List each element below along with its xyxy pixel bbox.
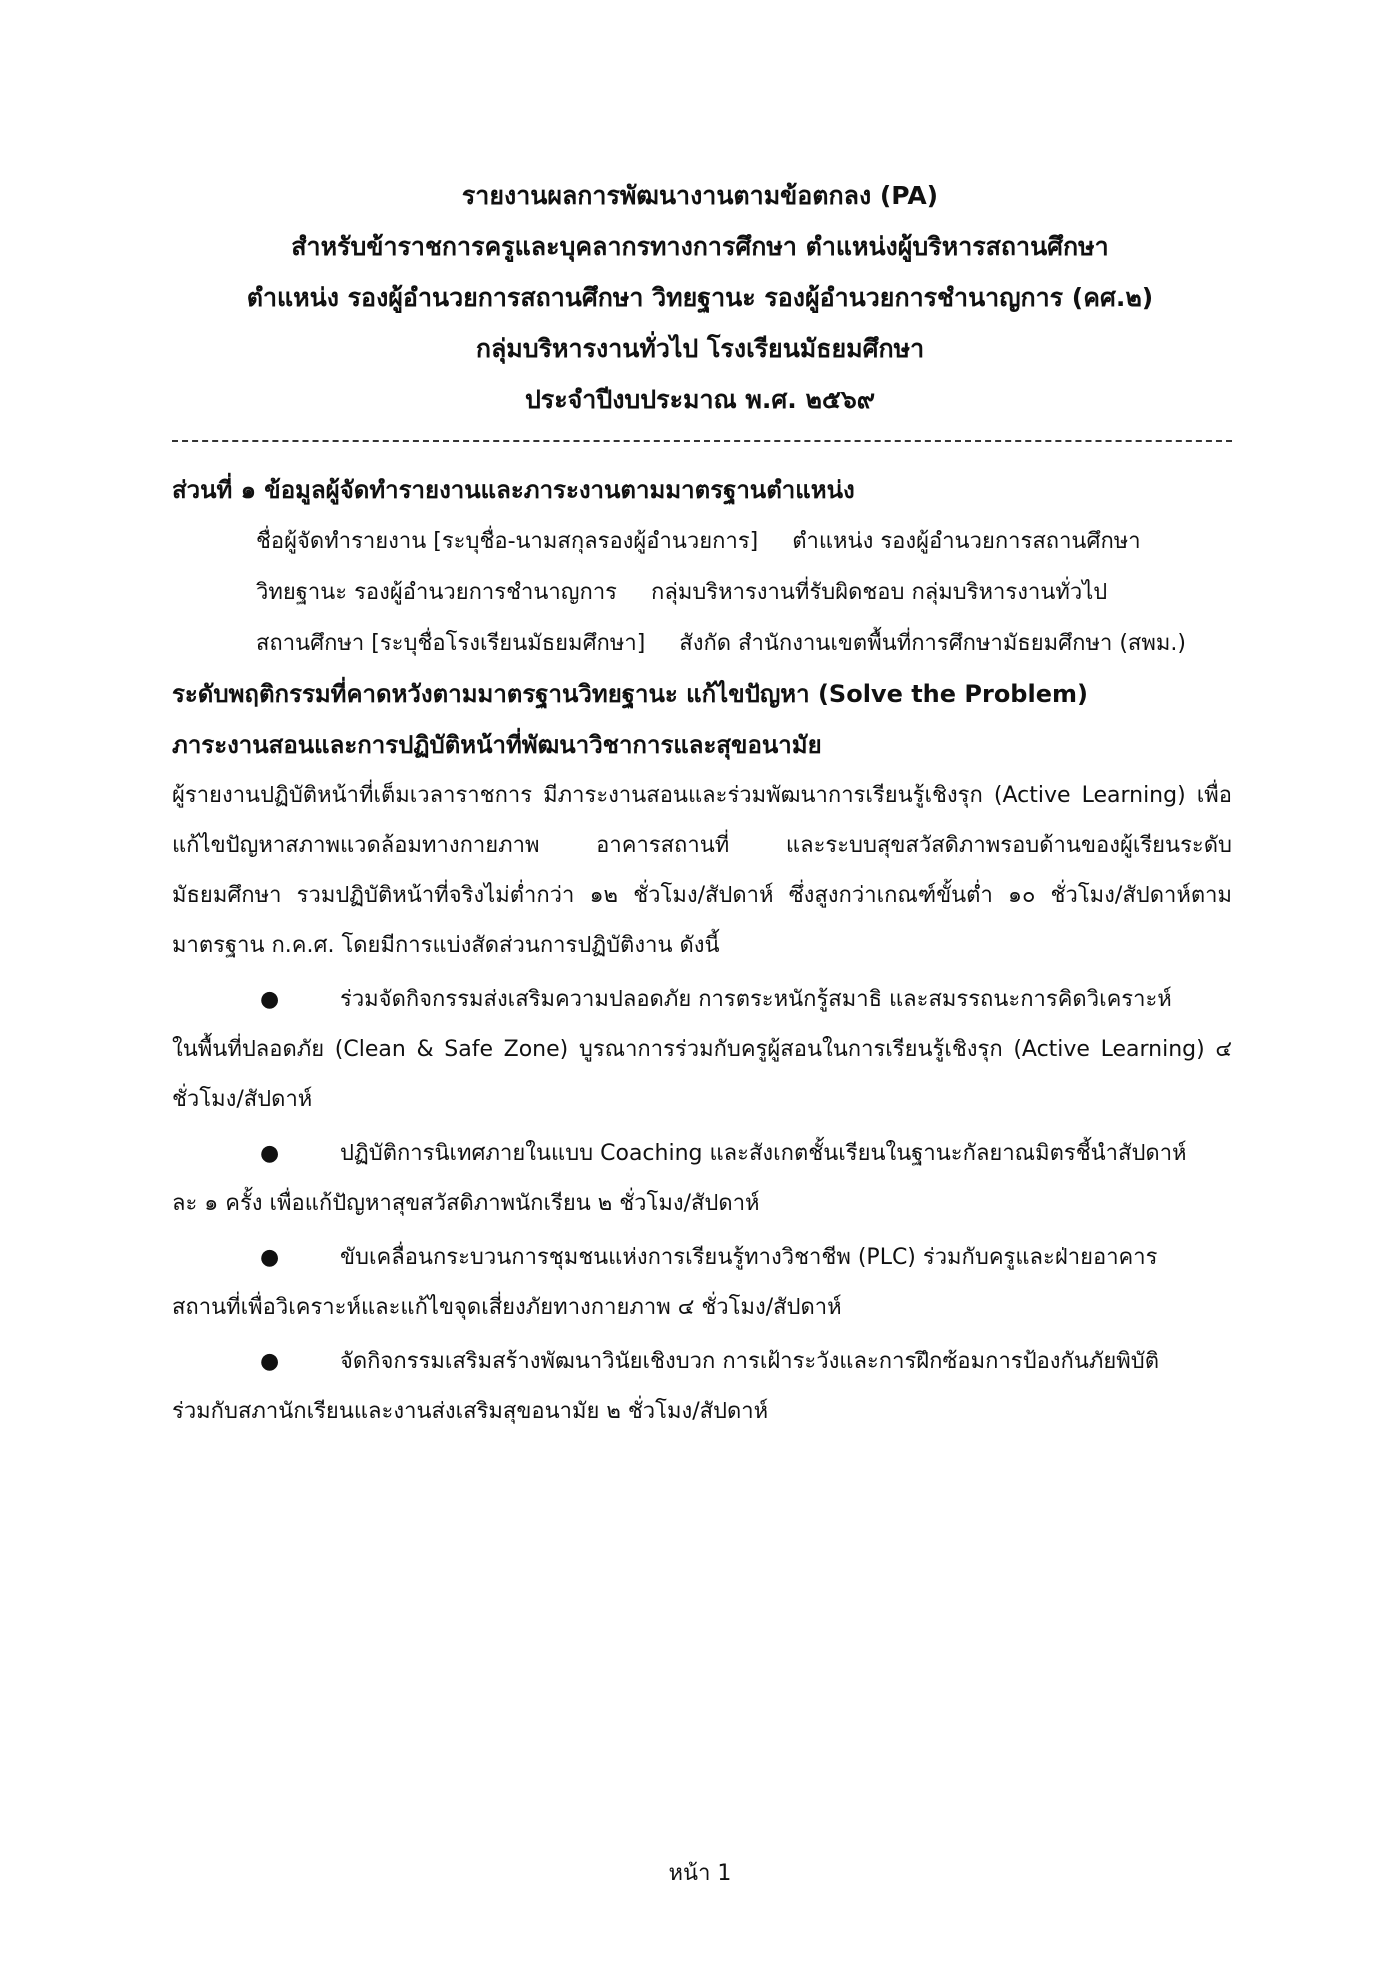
bullet-text-first: ร่วมจัดกิจกรรมส่งเสริมความปลอดภัย การตระหนักรู้สมาธิ และสมรรถนะการคิดวิเคราะห์ — [340, 987, 1172, 1012]
page-number: หน้า 1 — [668, 1861, 732, 1886]
workload-heading: ภาระงานสอนและการปฏิบัติหน้าที่พัฒนาวิชาการและสุขอนามัย — [172, 731, 822, 759]
bullet-item — [172, 975, 1232, 1125]
reporter-department: กลุ่มบริหารงานที่รับผิดชอบ กลุ่มบริหารงานทั่วไป — [651, 580, 1108, 605]
reporter-info-row-2 — [172, 567, 1232, 618]
title-line-1: รายงานผลการพัฒนางานตามข้อตกลง (PA) — [461, 181, 939, 210]
document-title-block — [0, 170, 1400, 425]
bullet-text-rest: ร่วมกับสภานักเรียนและงานส่งเสริมสุขอนามัย ๒ ชั่วโมง/สัปดาห์ — [172, 1399, 769, 1424]
bullet-icon: ● — [260, 1245, 280, 1270]
reporter-info-row-3 — [172, 618, 1232, 669]
bullet-text-rest: ละ ๑ ครั้ง เพื่อแก้ปัญหาสุขสวัสดิภาพนักเรียน ๒ ชั่วโมง/สัปดาห์ — [172, 1191, 760, 1216]
bullet-icon: ● — [260, 987, 280, 1012]
bullet-text-first: ขับเคลื่อนกระบวนการชุมชนแห่งการเรียนรู้ทางวิชาชีพ (PLC) ร่วมกับครูและฝ่ายอาคาร — [340, 1245, 1158, 1270]
reporter-affiliation: สังกัด สำนักงานเขตพื้นที่การศึกษามัธยมศึกษา (สพม.) — [679, 631, 1186, 656]
dashed-divider — [172, 440, 1232, 442]
bullet-item — [172, 1233, 1232, 1333]
title-line-4: กลุ่มบริหารงานทั่วไป โรงเรียนมัธยมศึกษา — [475, 334, 925, 363]
section-1-heading: ส่วนที่ ๑ ข้อมูลผู้จัดทำรายงานและภาระงานตามมาตรฐานตำแหน่ง — [172, 476, 855, 504]
document-body — [172, 465, 1232, 1437]
reporter-school: สถานศึกษา [ระบุชื่อโรงเรียนมัธยมศึกษา] — [256, 631, 646, 656]
bullet-item — [172, 1337, 1232, 1437]
workload-paragraph: ผู้รายงานปฏิบัติหน้าที่เต็มเวลาราชการ มีภาระงานสอนและร่วมพัฒนาการเรียนรู้เชิงรุก (Active Learning) เพื่อแก้ไขปัญหาสภาพแวดล้อมทางกายภาพ อาคารสถานที่ และระบบสุขสวัสดิภาพรอบด้านของผู้เรียนระดับมัธยมศึกษา รวมปฏิบัติหน้าที่จริงไม่ต่ำกว่า ๑๒ ชั่วโมง/สัปดาห์ ซึ่งสูงกว่าเกณฑ์ขั้นต่ำ ๑๐ ชั่วโมง/สัปดาห์ตามมาตรฐาน ก.ค.ศ. โดยมีการแบ่งสัดส่วนการปฏิบัติงาน ดังนี้ — [172, 783, 1232, 958]
title-line-3: ตำแหน่ง รองผู้อำนวยการสถานศึกษา วิทยฐานะ รองผู้อำนวยการชำนาญการ (คศ.๒) — [246, 283, 1154, 312]
reporter-name: ชื่อผู้จัดทำรายงาน [ระบุชื่อ-นามสกุลรองผู้อำนวยการ] — [256, 529, 759, 554]
bullet-item — [172, 1129, 1232, 1229]
bullet-icon: ● — [260, 1349, 280, 1374]
bullet-text-rest: ในพื้นที่ปลอดภัย (Clean & Safe Zone) บูรณาการร่วมกับครูผู้สอนในการเรียนรู้เชิงรุก (Active Learning) ๔ ชั่วโมง/สัปดาห์ — [172, 1037, 1232, 1112]
bullet-text-first: ปฏิบัติการนิเทศภายในแบบ Coaching และสังเกตชั้นเรียนในฐานะกัลยาณมิตรชี้นำสัปดาห์ — [340, 1141, 1187, 1166]
title-line-2: สำหรับข้าราชการครูและบุคลากรทางการศึกษา ตำแหน่งผู้บริหารสถานศึกษา — [291, 232, 1109, 261]
reporter-academic-standing: วิทยฐานะ รองผู้อำนวยการชำนาญการ — [256, 580, 618, 605]
expected-behavior-heading: ระดับพฤติกรรมที่คาดหวังตามมาตรฐานวิทยฐานะ แก้ไขปัญหา (Solve the Problem) — [172, 680, 1088, 708]
reporter-position: ตำแหน่ง รองผู้อำนวยการสถานศึกษา — [792, 529, 1141, 554]
bullet-text-first: จัดกิจกรรมเสริมสร้างพัฒนาวินัยเชิงบวก การเฝ้าระวังและการฝึกซ้อมการป้องกันภัยพิบัติ — [340, 1349, 1160, 1374]
reporter-info-row-1 — [172, 516, 1232, 567]
title-line-5: ประจำปีงบประมาณ พ.ศ. ๒๕๖๙ — [524, 385, 876, 414]
bullet-icon: ● — [260, 1141, 280, 1166]
bullet-text-rest: สถานที่เพื่อวิเคราะห์และแก้ไขจุดเสี่ยงภัยทางกายภาพ ๔ ชั่วโมง/สัปดาห์ — [172, 1295, 842, 1320]
